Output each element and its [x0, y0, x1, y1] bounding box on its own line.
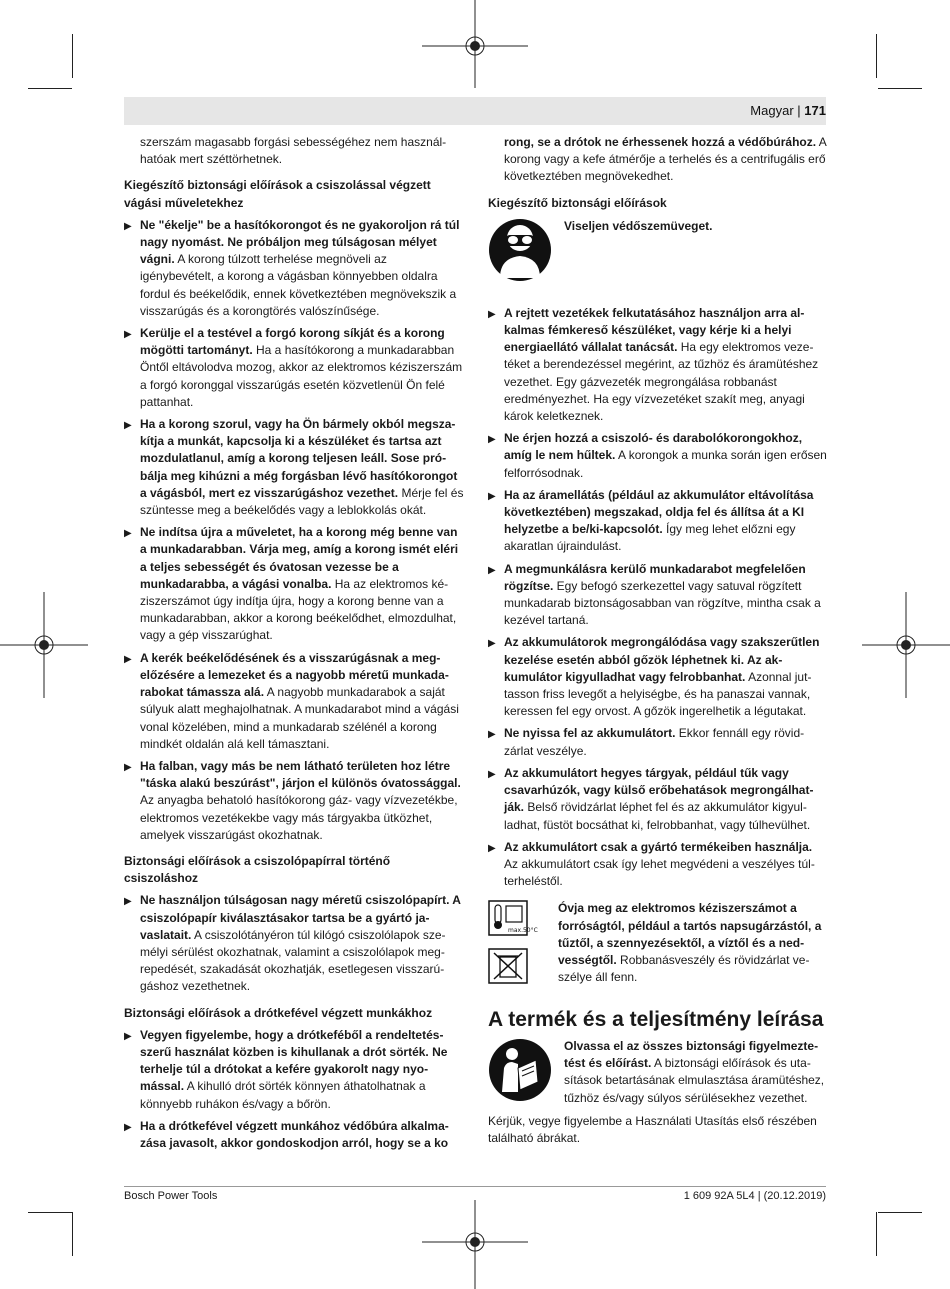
bullet-triangle-icon: ▶ [124, 528, 132, 540]
bullet-triangle-icon: ▶ [488, 842, 496, 854]
list-item [124, 1027, 464, 1113]
bullet-triangle-icon: ▶ [124, 761, 132, 773]
heading-cutting: Kiegészítő biztonsági előírások a csiszolással végzett vágási műveletekhez [124, 178, 431, 210]
item-bold-text: Az akkumulátort csak a gyártó termékeiben használja. [504, 839, 813, 854]
temperature-limit-icon [488, 900, 538, 936]
continued-text [488, 134, 828, 186]
list-item [488, 487, 828, 556]
list-item [488, 634, 828, 720]
item-bold-text: Ha falban, vagy más be nem látható területen hoz létre "táska alakú beszúrást", járjon el különös óvatossággal. [140, 758, 461, 791]
bullet-triangle-icon: ▶ [488, 768, 496, 780]
item-bold-text: Ne nyissa fel az akkumulátort. [504, 726, 676, 741]
item-text: A csiszolótányéron túl kilógó csiszolólapok személyi sérülést okozhatnak, valamint a csiszolólapok megrepedését, szakadását okozhatják, esetlegesen visszarúgáshoz vezethetnek. [140, 927, 446, 994]
item-bold-text: Vegyen figyelembe, hogy a drótkeféből a rendeltetésszerű használat közben is kihullanak a drót sörték. Ne terhelje túl a drótokat a kefére gyakorolt nagy nyomással. [140, 1027, 448, 1094]
section-title: A termék és a teljesítmény leírása [488, 1007, 824, 1031]
item-text: Az akkumulátort csak így lehet megvédeni a veszélyes túlterheléstől. [504, 856, 815, 889]
read-manual-row [488, 1038, 828, 1107]
item-bold-text: Az akkumulátorok megrongálódása vagy szakszerűtlen kezelése esetén abból gőzök léphetnek ki. Az akkumulátor kigyulladhat vagy felrobbanhat. [504, 635, 820, 684]
list-item [488, 305, 828, 425]
wire-brush-list [124, 1027, 464, 1152]
item-text: Az anyagba behatoló hasítókorong gáz- vagy vízvezetékbe, elektromos vezetékekbe vagy más tárgyakba ütközhet, amelyek visszarúgást okozhatnak. [140, 793, 458, 842]
footer-brand: Bosch Power Tools [124, 1190, 218, 1202]
item-bold-text: Ha a drótkefével végzett munkához védőbúra alkalmazása javasolt, akkor gondoskodjon arról, hogy se a ko [140, 1118, 449, 1150]
additional-list [488, 305, 828, 891]
item-text: Egy befogó szerkezettel vagy satuval rögzített munkadarab biztonságosabban van rögzítve, mintha csak a kezével tartaná. [504, 578, 821, 628]
header-band [124, 97, 826, 125]
item-bold-text: Kerülje el a testével a forgó korong síkját és a korong mögötti tartományt. [140, 326, 445, 358]
bullet-triangle-icon: ▶ [124, 420, 132, 432]
item-bold-text: A kerék beékelődésének és a visszarúgásnak a megelőzésére a lemezeket és a nagyobb méretű munkadarabokat támassza alá. [140, 650, 449, 700]
registration-mark-top [420, 0, 530, 90]
bullet-triangle-icon: ▶ [488, 490, 496, 502]
item-bold-text: Ne indítsa újra a műveletet, ha a korong még benne van a munkadarabban. Várja meg, amíg a korong ismét eléri a teljes sebességét és óvatosan vezesse be a munkadarabba, a vágási vonalba. [140, 525, 459, 591]
list-item [488, 430, 828, 482]
item-text: Ha a hasítókorong a munkadarabban Öntől eltávolodva mozog, akkor az elektromos kéziszerszám a forgó koronggal visszarúgás esetén közvetlenül Ön felé pattanhat. [140, 343, 463, 409]
goggles-row [488, 218, 828, 300]
safety-goggles-icon [488, 218, 552, 282]
page-header [750, 103, 826, 118]
item-text: A nagyobb munkadarabok a saját súlyuk alatt meghajolhatnak. A munkadarabot mind a vágási vonal közelében, mind a munkadarab szélénél a korong mindkét oldalán alá kell támasztani. [140, 685, 459, 751]
list-item [124, 524, 464, 644]
battery-warning-row [488, 900, 828, 988]
read-manual-icon [488, 1038, 552, 1102]
registration-mark-bottom [420, 1200, 530, 1289]
item-text: A korong túlzott terhelése megnöveli az igénybevételt, a korong a vágásban könnyebben oldalra fordul és beékelődik, ennek következtében megnövekszik a visszarúgás és a korongtörés valószínűsége. [140, 252, 457, 318]
item-bold-text: Ne érjen hozzá a csiszoló- és darabolókorongokhoz, amíg le nem hűltek. [504, 431, 803, 463]
battery-warning-text: Robbanásveszély és rövidzárlat veszélye áll fenn. [558, 952, 810, 985]
crop-mark [72, 1212, 73, 1256]
battery-icons [488, 900, 544, 988]
crop-mark [876, 34, 877, 78]
item-text: A kihulló drót sörték könnyen áthatolhatnak a könnyebb ruhákon és/vagy a bőrön. [140, 1079, 426, 1111]
bullet-triangle-icon: ▶ [124, 220, 132, 232]
list-item [124, 1118, 464, 1152]
bullet-triangle-icon: ▶ [124, 653, 132, 665]
temperature-label: max.50°C [508, 927, 538, 935]
crop-mark [28, 88, 72, 89]
crop-mark [878, 1212, 922, 1213]
item-bold-text: Ha a korong szorul, vagy ha Ön bármely okból megszakítja a munkát, kapcsolja ki a készüléket és tartsa azt mozdulatlanul, amíg a korong teljesen leáll. Sose próbálja meg kihúzni a még forgásban lévő hasítókorongot a vágásból, mert ez visszarúgáshoz vezethet. [140, 417, 458, 500]
item-bold-text: Ne "ékelje" be a hasítókorongot és ne gyakoroljon rá túl nagy nyomást. Ne próbáljon meg túlságosan mélyet vágni. [140, 217, 460, 267]
header-language: Magyar [750, 103, 794, 118]
page-number: 171 [804, 103, 826, 118]
list-item [124, 650, 464, 753]
item-text: Azonnal juttasson friss levegőt a helyiségbe, és ha panaszai vannak, keressen fel egy orvost. A gőzök ingerelhetik a légutakat. [504, 669, 812, 719]
item-text: Ekkor fennáll egy rövidzárlat veszélye. [504, 726, 805, 758]
right-column [488, 134, 828, 1147]
closing-text: Kérjük, vegye figyelembe a Használati Utasítás első részében található ábrákat. [488, 1113, 817, 1145]
item-bold-text: A rejtett vezetékek felkutatásához használjon arra alkalmas fémkereső készüléket, vagy kérje ki a helyi energiaellátó vállalat tanácsát. [504, 305, 805, 355]
list-item [488, 561, 828, 630]
list-item [124, 416, 464, 519]
bullet-triangle-icon: ▶ [488, 434, 496, 446]
heading-sanding: Biztonsági előírások a csiszolópapírral történő csiszoláshoz [124, 853, 391, 886]
registration-mark-left [0, 590, 90, 700]
cutting-list [124, 217, 464, 844]
battery-warning-bold: Óvja meg az elektromos kéziszerszámot a forróságtól, például a tartós napsugárzástól, a tűztől, a szennyezésektől, a víztől és a nedvességtől. [558, 901, 822, 967]
bullet-triangle-icon: ▶ [124, 329, 132, 341]
crop-mark [28, 1212, 72, 1213]
continued-bold: rong, se a drótok ne érhessenek hozzá a védőbúrához. [504, 135, 817, 149]
list-item [488, 765, 828, 834]
heading-additional: Kiegészítő biztonsági előírások [488, 195, 667, 210]
list-item [488, 725, 828, 759]
item-bold-text: A megmunkálásra kerülő munkadarabot megfelelően rögzítse. [504, 561, 806, 593]
bullet-triangle-icon: ▶ [124, 896, 132, 908]
list-item [124, 325, 464, 411]
goggles-text: Viseljen védőszemüveget. [564, 218, 713, 233]
item-bold-text: Ha az áramellátás (például az akkumulátor eltávolítása következtében) megszakad, oldja fel és állítsa át a KI helyzetbe a be/ki-kapcsolót. [504, 487, 814, 537]
bullet-triangle-icon: ▶ [124, 1030, 132, 1042]
read-manual-text: A biztonsági előírások és utasítások betartásának elmulasztása áramütéshez, tűzhöz és/vagy súlyos sérülésekhez vezethet. [564, 1056, 825, 1105]
item-bold-text: Ne használjon túlságosan nagy méretű csiszolópapírt. A csiszolópapír kiválasztásakor tartsa be a gyártó javaslatait. [140, 893, 461, 942]
crop-mark [876, 1212, 877, 1256]
header-separator: | [797, 103, 801, 118]
item-text: Belső rövidzárlat léphet fel és az akkumulátor kigyulladhat, füstöt bocsáthat ki, felrobbanhat, vagy túlhevülhet. [504, 800, 811, 832]
footer-divider [124, 1186, 826, 1187]
list-item [124, 892, 464, 995]
item-text: Mérje fel és szüntesse meg a beékelődés vagy a leblokkolás okát. [140, 485, 464, 518]
footer-doc-number: 1 609 92A 5L4 | (20.12.2019) [683, 1190, 826, 1202]
read-manual-bold: Olvassa el az összes biztonsági figyelmeztetést és előírást. [564, 1038, 819, 1071]
item-text: Ha az elektromos kéziszerszámot úgy indítja újra, hogy a korong benne van a munkadarabban, akkor a korong beékelődhet, elmozdulhat, vagy a gép visszarúghat. [140, 576, 457, 643]
crop-mark [72, 34, 73, 78]
continued-normal: A korong vagy a kefe átmérője a terhelés és a centrifugális erő következtében megnövekedhet. [504, 135, 827, 184]
list-item [124, 758, 464, 844]
heading-wire-brush: Biztonsági előírások a drótkefével végzett munkákhoz [124, 1005, 433, 1020]
registration-mark-right [860, 590, 950, 700]
list-item [124, 217, 464, 320]
bullet-triangle-icon: ▶ [124, 1121, 132, 1133]
item-bold-text: Az akkumulátort hegyes tárgyak, például tűk vagy csavarhúzók, vagy külső erőbehatások megrongálhatják. [504, 765, 814, 815]
sanding-list [124, 892, 464, 995]
left-column [124, 134, 464, 1152]
bullet-triangle-icon: ▶ [488, 638, 496, 650]
no-disposal-icon [488, 948, 528, 984]
intro-text: szerszám magasabb forgási sebességéhez nem használhatóak mert széttörhetnek. [140, 135, 447, 167]
bullet-triangle-icon: ▶ [488, 729, 496, 741]
list-item [488, 839, 828, 891]
item-text: Ha egy elektromos vezetéket a berendezéssel megérint, az tűzhöz és áramütéshez vezethet. Egy gázvezeték megrongálása robbanást eredményezhet. Ha egy vízvezetéket szakít meg, anyagi károk keletkeznek. [504, 340, 819, 424]
bullet-triangle-icon: ▶ [488, 308, 496, 320]
bullet-triangle-icon: ▶ [488, 564, 496, 576]
item-text: A korongok a munka során igen erősen felforrósodnak. [504, 448, 827, 480]
item-text: Így meg lehet előzni egy akaratlan újraindulást. [504, 522, 796, 554]
crop-mark [878, 88, 922, 89]
